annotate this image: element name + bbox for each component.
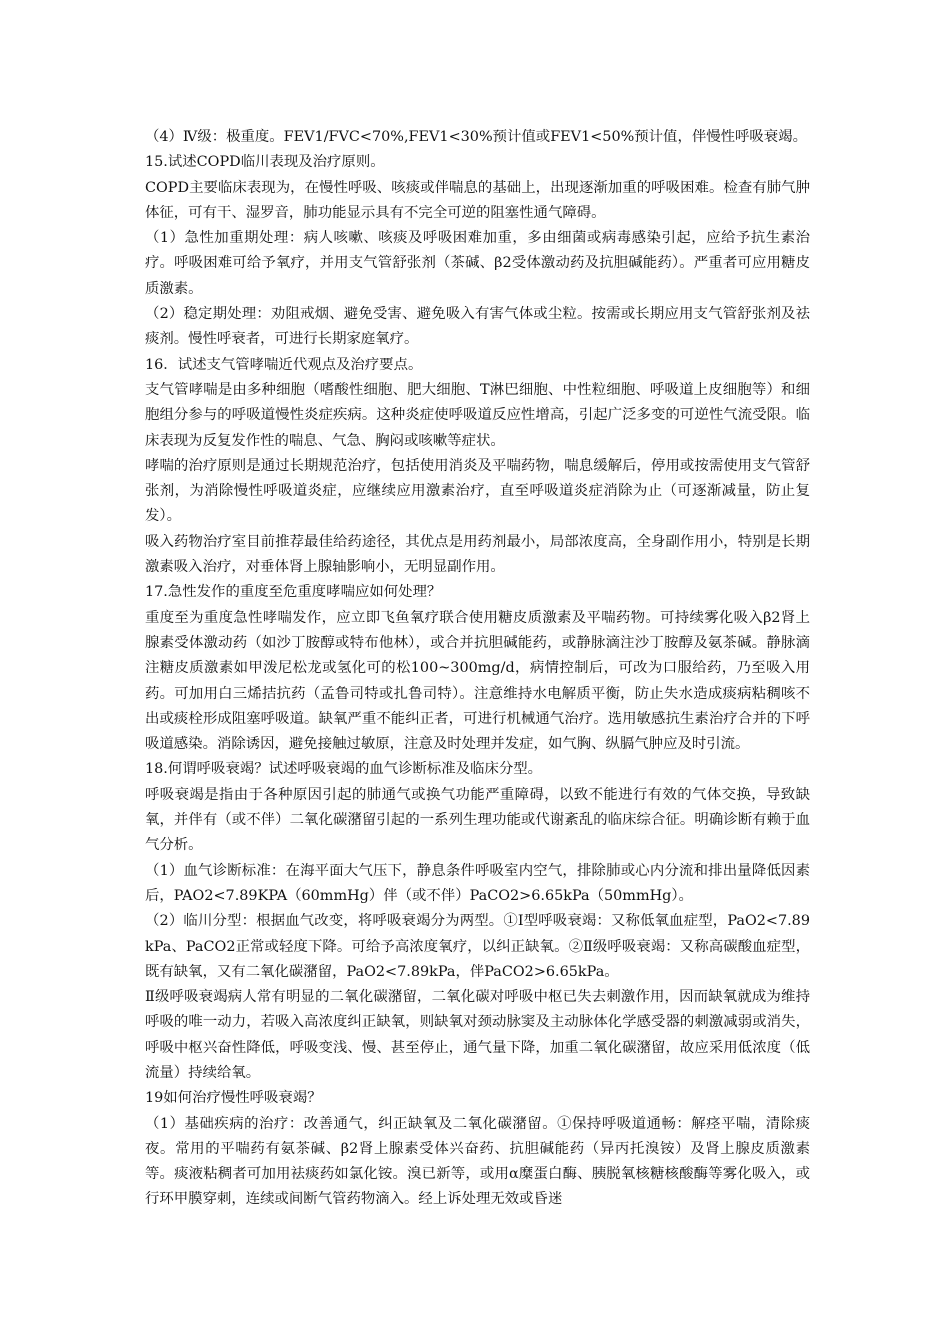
paragraph-copd-symptoms: COPD主要临床表现为，在慢性呼吸、咳痰或伴喘息的基础上，出现逐渐加重的呼吸困难。检查有肺气肿体征，可有干、湿罗音，肺功能显示具有不完全可逆的阻塞性通气障碍。 (145, 179, 810, 221)
question-18-heading: 18.何谓呼吸衰竭？试述呼吸衰竭的血气诊断标准及临床分型。 (145, 761, 543, 778)
document-body (145, 125, 810, 1213)
paragraph-copd-acute-treatment: （1）急性加重期处理：病人咳嗽、咳痰及呼吸困难加重，多由细菌或病毒感染引起，应给予抗生素治疗。呼吸困难可给予氧疗，并用支气管舒张剂（茶碱、β2受体激动药及抗胆碱能药）。严重者可应用糖皮质激素。 (145, 230, 810, 297)
paragraph-asthma-definition: 支气管哮喘是由多种细胞（嗜酸性细胞、肥大细胞、T淋巴细胞、中性粒细胞、呼吸道上皮细胞等）和细胞组分参与的呼吸道慢性炎症疾病。这种炎症使呼吸道反应性增高，引起广泛多变的可逆性气流受限。临床表现为反复发作性的喘息、气急、胸闷或咳嗽等症状。 (145, 381, 810, 449)
paragraph-asthma-treatment-principle: 哮喘的治疗原则是通过长期规范治疗，包括使用消炎及平喘药物，喘息缓解后，停用或按需使用支气管舒张剂，为消除慢性呼吸道炎症，应继续应用激素治疗，直至呼吸道炎症消除为止（可逐渐减量，防止复发）。 (145, 457, 810, 525)
question-17-heading: 17.急性发作的重度至危重度哮喘应如何处理？ (145, 584, 442, 601)
question-19-heading: 19如何治疗慢性呼吸衰竭？ (145, 1090, 322, 1107)
paragraph-copd-grade-4: （4）Ⅳ级：极重度。FEV1/FVC<70%,FEV1<30%预计值或FEV1<50%预计值，伴慢性呼吸衰竭。 (145, 129, 807, 145)
paragraph-clinical-classification: （2）临川分型：根据血气改变，将呼吸衰竭分为两型。①Ⅰ型呼吸衰竭：又称低氧血症型，PaO2<7.89kPa、PaCO2正常或轻度下降。可给予高浓度氧疗，以纠正缺氧。②Ⅱ级呼吸衰竭：又称高碳酸血症型，既有缺氧，又有二氧化碳潴留，PaO2<7.89kPa，伴PaCO2>6.65kPa。 (145, 913, 810, 980)
paragraph-severe-asthma-management: 重度至为重度急性哮喘发作，应立即飞鱼氧疗联合使用糖皮质激素及平喘药物。可持续雾化吸入β2肾上腺素受体激动药（如沙丁胺醇或特布他林），或合并抗胆碱能药，或静脉滴注沙丁胺醇及氨茶碱。静脉滴注糖皮质激素如甲泼尼松龙或氢化可的松100~300mg/d，病情控制后，可改为口服给药，乃至吸入用药。可加用白三烯拮抗药（孟鲁司特或扎鲁司特）。注意维持水电解质平衡，防止失水造成痰病粘稠咳不出或痰栓形成阻塞呼吸道。缺氧严重不能纠正者，可进行机械通气治疗。选用敏感抗生素治疗合并的下呼吸道感染。消除诱因，避免接触过敏原，注意及时处理并发症，如气胸、纵膈气肿应及时引流。 (145, 609, 810, 753)
paragraph-blood-gas-criteria: （1）血气诊断标准：在海平面大气压下，静息条件呼吸室内空气，排除肺或心内分流和排出量降低因素后，PAO2<7.89KPA（60mmHg）伴（或不伴）PaCO2>6.65kPa（50mmHg）。 (145, 862, 810, 904)
paragraph-chronic-failure-treatment: （1）基础疾病的治疗：改善通气，纠正缺氧及二氧化碳潴留。①保持呼吸道通畅：解痉平喘，清除痰夜。常用的平喘药有氨茶碱、β2肾上腺素受体兴奋药、抗胆碱能药（异丙托溴铵）及肾上腺皮质激素等。痰液粘稠者可加用祛痰药如氯化铵。溴已新等，或用α糜蛋白酶、胰脱氧核糖核酸酶等雾化吸入，或行环甲膜穿刺，连续或间断气管药物滴入。经上诉处理无效或昏迷 (145, 1115, 810, 1208)
paragraph-type-2-oxygen-therapy: Ⅱ级呼吸衰竭病人常有明显的二氧化碳潴留，二氧化碳对呼吸中枢已失去刺激作用，因而缺氧就成为维持呼吸的唯一动力，若吸入高浓度纠正缺氧，则缺氧对颈动脉窦及主动脉体化学感受器的刺激减弱或消失，呼吸中枢兴奋性降低，呼吸变浅、慢、甚至停止，通气量下降，加重二氧化碳潴留，故应采用低浓度（低流量）持续给氧。 (145, 989, 810, 1081)
question-16-heading: 16．试述支气管哮喘近代观点及治疗要点。 (145, 356, 423, 373)
paragraph-respiratory-failure-definition: 呼吸衰竭是指由于各种原因引起的肺通气或换气功能严重障碍，以致不能进行有效的气体交换，导致缺氧，并伴有（或不伴）二氧化碳潴留引起的一系列生理功能或代谢紊乱的临床综合征。明确诊断有赖于血气分析。 (145, 786, 810, 854)
paragraph-inhaled-therapy: 吸入药物治疗室目前推荐最佳给药途径，其优点是用药剂最小，局部浓度高，全身副作用小，特别是长期激素吸入治疗，对垂体肾上腺轴影响小，无明显副作用。 (145, 533, 810, 576)
question-15-heading: 15.试述COPD临川表现及治疗原则。 (145, 154, 385, 171)
paragraph-copd-stable-treatment: （2）稳定期处理：劝阻戒烟、避免受害、避免吸入有害气体或尘粒。按需或长期应用支气管舒张剂及祛痰剂。慢性呼衰者，可进行长期家庭氧疗。 (145, 306, 810, 348)
